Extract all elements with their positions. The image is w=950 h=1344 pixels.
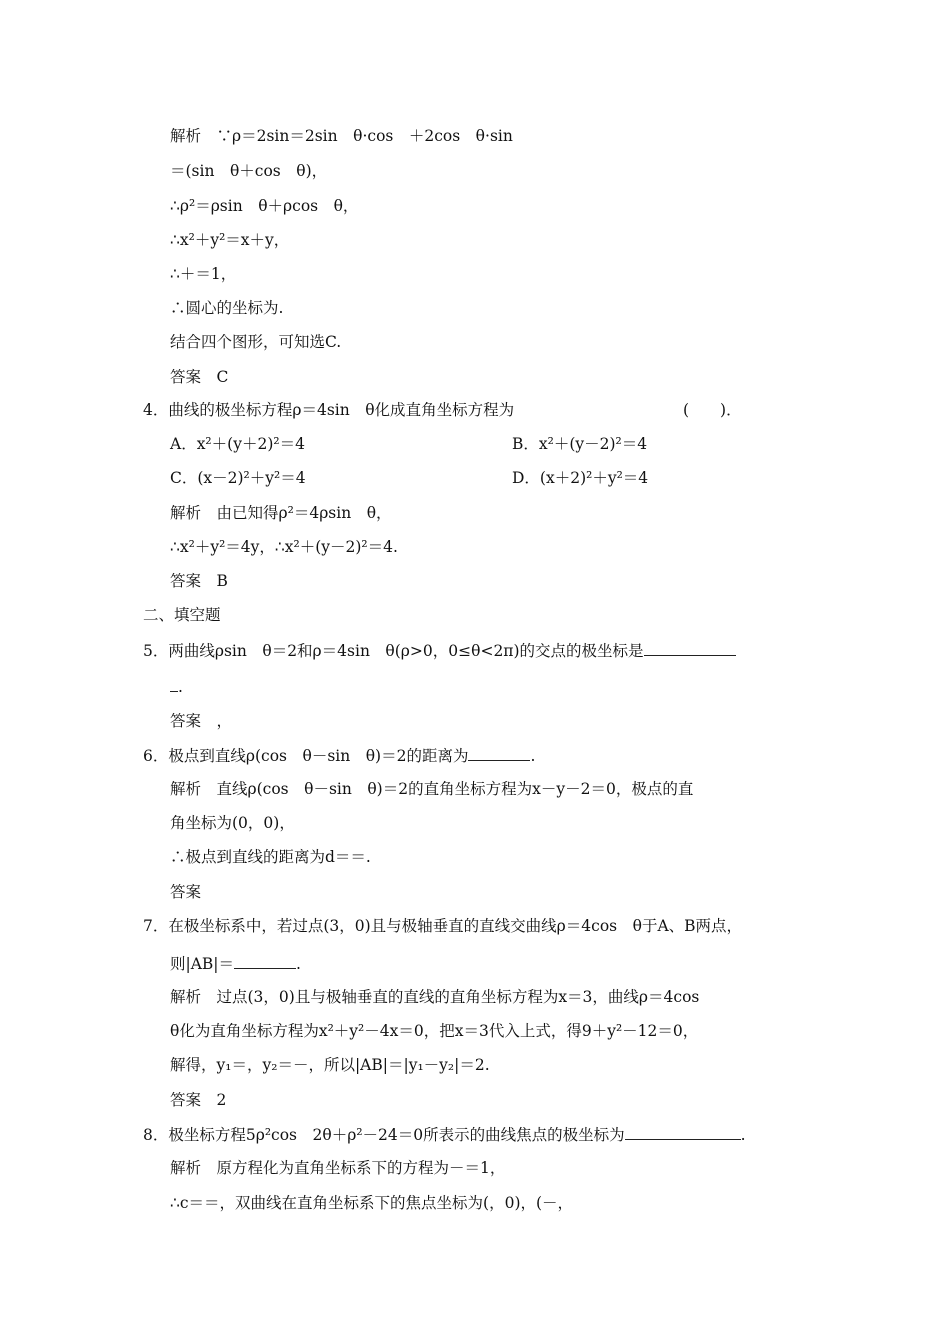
question-4-solution-line-1: 解析 由已知得ρ²＝4ρsin θ， (170, 504, 392, 522)
question-6-end: . (530, 747, 536, 765)
question-4-option-a: A．x²＋(y＋2)²＝4 (170, 435, 305, 453)
question-7-end: . (296, 955, 301, 973)
question-7-solution-line-1: 解析 过点(3，0)且与极轴垂直的直线的直角坐标方程为x＝3，曲线ρ＝4cos (170, 988, 700, 1006)
question-6-solution-line-2: 角坐标为(0，0)， (170, 814, 295, 832)
q3-solution-line-2: ＝(sin θ＋cos θ)， (170, 162, 328, 180)
question-8-blank (625, 1124, 741, 1140)
q3-solution-line-3: ∴ρ²＝ρsin θ＋ρcos θ， (170, 197, 359, 215)
question-8 (143, 1124, 746, 1145)
q3-solution-line-1: 解析 ∵ρ＝2sin＝2sin θ·cos ＋2cos θ·sin (170, 127, 513, 145)
question-4: 4．曲线的极坐标方程ρ＝4sin θ化成直角坐标方程为 (143, 401, 515, 419)
question-6-answer: 答案 (170, 883, 202, 901)
question-6-text: 6．极点到直线ρ(cos θ－sin θ)＝2的距离为 (143, 747, 469, 765)
q3-solution-line-5: ∴＋＝1， (170, 265, 237, 283)
question-6-solution-line-3: ∴极点到直线的距离为d＝＝. (170, 848, 371, 866)
question-6-blank (468, 745, 530, 761)
question-7-solution-line-2: θ化为直角坐标方程为x²＋y²－4x＝0，把x＝3代入上式，得9＋y²－12＝0， (170, 1022, 699, 1040)
question-6-solution-line-1: 解析 直线ρ(cos θ－sin θ)＝2的直角坐标方程为x－y－2＝0，极点的直 (170, 780, 694, 798)
q3-solution-line-4: ∴x²＋y²＝x＋y， (170, 231, 290, 249)
q3-solution-line-6: ∴圆心的坐标为. (170, 299, 284, 317)
question-4-option-c: C．(x－2)²＋y²＝4 (170, 469, 306, 487)
q3-solution-line-7: 结合四个图形，可知选C. (170, 333, 342, 351)
question-8-solution-line-1: 解析 原方程化为直角坐标系下的方程为－＝1， (170, 1159, 506, 1177)
question-4-answer-paren: ( )． (683, 401, 742, 419)
question-7-text-b: 则|AB|＝ (170, 955, 235, 973)
question-8-solution-line-2: ∴c＝＝，双曲线在直角坐标系下的焦点坐标为(，0)，(－， (170, 1194, 574, 1212)
question-5-text: 5．两曲线ρsin θ＝2和ρ＝4sin θ(ρ>0，0≤θ<2π)的交点的极坐标是 (143, 642, 644, 660)
question-7-blank (234, 953, 296, 969)
question-4-answer: 答案 B (170, 572, 228, 590)
question-5 (143, 640, 736, 661)
q3-answer: 答案 C (170, 368, 229, 386)
question-7: 7．在极坐标系中，若过点(3，0)且与极轴垂直的直线交曲线ρ＝4cos θ于A、B两点， (143, 917, 743, 935)
question-7-solution-line-3: 解得，y₁＝，y₂＝－，所以|AB|＝|y₁－y₂|＝2. (170, 1056, 490, 1074)
question-5-answer: 答案 ， (170, 712, 233, 730)
question-8-end: . (740, 1126, 746, 1144)
section-heading-fill-in: 二、填空题 (143, 606, 221, 624)
question-8-text: 8．极坐标方程5ρ²cos 2θ＋ρ²－24＝0所表示的曲线焦点的极坐标为 (143, 1126, 625, 1144)
question-4-option-d: D．(x＋2)²＋y²＝4 (512, 469, 649, 487)
question-5-end: . (178, 678, 183, 696)
question-7-answer: 答案 2 (170, 1091, 227, 1109)
question-5-line-2 (170, 676, 183, 697)
question-5-blank-continued (170, 676, 178, 692)
question-4-solution-line-2: ∴x²＋y²＝4y，∴x²＋(y－2)²＝4. (170, 538, 398, 556)
question-5-blank (644, 640, 736, 656)
question-6 (143, 745, 535, 766)
question-7-line-2 (170, 953, 301, 974)
question-4-option-b: B．x²＋(y－2)²＝4 (512, 435, 648, 453)
